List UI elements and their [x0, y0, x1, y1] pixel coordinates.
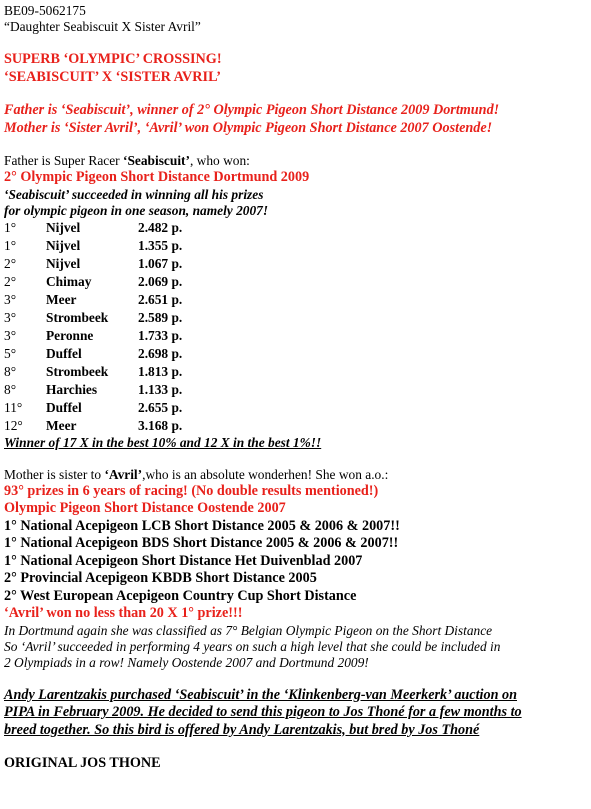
- father-season-1: ‘Seabiscuit’ succeeded in winning all his prizes: [4, 186, 264, 202]
- result-race: Peronne: [46, 327, 94, 343]
- result-points: 3.168 p.: [138, 417, 183, 433]
- result-points: 1.355 p.: [138, 237, 183, 253]
- result-race: Chimay: [46, 273, 92, 289]
- table-row: [4, 327, 591, 345]
- result-place: 1°: [4, 219, 17, 235]
- result-place: 2°: [4, 255, 17, 271]
- mother-summary: Mother is ‘Sister Avril’, ‘Avril’ won Olympic Pigeon Short Distance 2007 Oostende!: [4, 119, 493, 136]
- level-note-2: 2 Olympiads in a row! Namely Oostende 2007 and Dortmund 2009!: [4, 654, 369, 670]
- table-row: [4, 309, 591, 327]
- results-table: [4, 219, 591, 435]
- result-place: 3°: [4, 291, 17, 307]
- mother-olympic: Olympic Pigeon Short Distance Oostende 2007: [4, 500, 286, 516]
- result-points: 2.651 p.: [138, 291, 183, 307]
- table-row: [4, 381, 591, 399]
- purchase-line-2: PIPA in February 2009. He decided to send this pigeon to Jos Thoné for a few months to: [4, 704, 522, 720]
- level-note-1: So ‘Avril’ succeeded in performing 4 years on such a high level that she could be included in: [4, 638, 501, 654]
- table-row: [4, 417, 591, 435]
- footer-origin: ORIGINAL JOS THONE: [4, 755, 161, 771]
- table-row: [4, 237, 591, 255]
- father-olympic: 2° Olympic Pigeon Short Distance Dortmund 2009: [4, 169, 310, 185]
- result-race: Strombeek: [46, 363, 109, 379]
- achievement-item: 2° Provincial Acepigeon KBDB Short Distance 2005: [4, 570, 317, 586]
- father-intro: Father is Super Racer ‘Seabiscuit’, who won:: [4, 153, 250, 168]
- result-points: 1.133 p.: [138, 381, 183, 397]
- headline-1: SUPERB ‘OLYMPIC’ CROSSING!: [4, 51, 222, 67]
- table-row: [4, 219, 591, 237]
- result-place: 3°: [4, 327, 17, 343]
- result-race: Nijvel: [46, 255, 81, 271]
- pigeon-name: “Daughter Seabiscuit X Sister Avril”: [4, 19, 201, 34]
- result-race: Nijvel: [46, 219, 81, 235]
- father-season-2: for olympic pigeon in one season, namely 2007!: [4, 202, 269, 218]
- achievement-item: 2° West European Acepigeon Country Cup Short Distance: [4, 587, 357, 604]
- purchase-line-3: breed together. So this bird is offered by Andy Larentzakis, but bred by Jos Thoné: [4, 721, 480, 738]
- mother-intro: Mother is sister to ‘Avril’,who is an absolute wonderhen! She won a.o.:: [4, 466, 389, 482]
- table-row: [4, 345, 591, 363]
- result-place: 5°: [4, 345, 17, 361]
- result-race: Nijvel: [46, 237, 81, 253]
- result-points: 1.813 p.: [138, 363, 183, 379]
- result-race: Meer: [46, 291, 77, 307]
- table-row: [4, 273, 591, 291]
- result-race: Harchies: [46, 381, 98, 397]
- avril-name: ‘Avril’: [104, 466, 143, 482]
- first-prizes: ‘Avril’ won no less than 20 X 1° prize!!!: [4, 605, 243, 621]
- result-place: 2°: [4, 273, 17, 289]
- father-summary: Father is ‘Seabiscuit’, winner of 2° Olympic Pigeon Short Distance 2009 Dortmund!: [4, 102, 500, 118]
- father-name: ‘Seabiscuit’: [123, 153, 190, 168]
- mother-prizes: 93° prizes in 6 years of racing! (No double results mentioned!): [4, 482, 379, 499]
- result-points: 2.589 p.: [138, 309, 183, 325]
- result-points: 2.655 p.: [138, 399, 183, 415]
- result-place: 12°: [4, 417, 23, 433]
- table-row: [4, 363, 591, 381]
- dortmund-note: In Dortmund again she was classified as 7° Belgian Olympic Pigeon on the Short Distance: [4, 622, 493, 638]
- result-race: Duffel: [46, 399, 82, 415]
- result-points: 1.067 p.: [138, 255, 183, 271]
- table-row: [4, 255, 591, 273]
- result-place: 8°: [4, 381, 17, 397]
- achievement-item: 1° National Acepigeon BDS Short Distance 2005 & 2006 & 2007!!: [4, 535, 399, 551]
- father-winner-summary: Winner of 17 X in the best 10% and 12 X in the best 1%!!: [4, 434, 322, 450]
- purchase-line-1: Andy Larentzakis purchased ‘Seabiscuit’ in the ‘Klinkenberg-van Meerkerk’ auction on: [4, 686, 518, 703]
- result-race: Duffel: [46, 345, 82, 361]
- result-points: 1.733 p.: [138, 327, 183, 343]
- result-race: Strombeek: [46, 309, 109, 325]
- result-place: 11°: [4, 399, 23, 415]
- ring-number: BE09-5062175: [4, 3, 86, 18]
- result-points: 2.482 p.: [138, 219, 183, 235]
- result-place: 3°: [4, 309, 17, 325]
- result-place: 8°: [4, 363, 17, 379]
- result-points: 2.698 p.: [138, 345, 183, 361]
- headline-2: ‘SEABISCUIT’ X ‘SISTER AVRIL’: [4, 68, 221, 85]
- table-row: [4, 399, 591, 417]
- table-row: [4, 291, 591, 309]
- achievement-item: 1° National Acepigeon LCB Short Distance 2005 & 2006 & 2007!!: [4, 517, 400, 534]
- achievement-item: 1° National Acepigeon Short Distance Het Duivenblad 2007: [4, 552, 363, 569]
- result-race: Meer: [46, 417, 77, 433]
- result-points: 2.069 p.: [138, 273, 183, 289]
- result-place: 1°: [4, 237, 17, 253]
